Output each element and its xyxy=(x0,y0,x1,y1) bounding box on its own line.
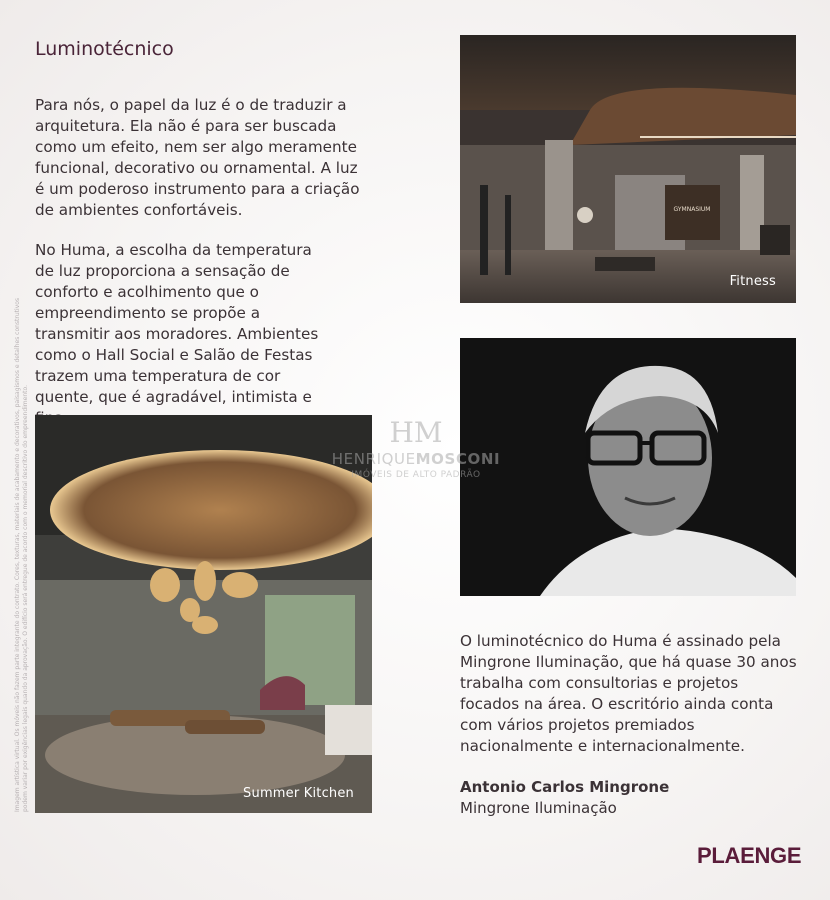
fitness-illustration xyxy=(460,35,796,303)
fitness-caption: Fitness xyxy=(729,274,776,289)
watermark-name: HENRIQUEMOSCONI xyxy=(331,450,501,468)
fitness-photo xyxy=(460,35,796,303)
watermark xyxy=(318,418,514,480)
intro-paragraph: Para nós, o papel da luz é o de traduzir a arquitetura. Ela não é para ser buscada como um efeito, nem ser algo meramente funcional, decorativo ou ornamental. A luz é um poderoso instrumento para a criação de ambientes confortáveis. xyxy=(35,96,360,219)
watermark-logo: HM xyxy=(389,416,443,449)
huma-paragraph: No Huma, a escolha da temperatura de luz proporciona a sensação de conforto e acolhimento que o empreendimento se propõe a transmitir aos moradores. Ambientes como o Hall Social e Salão de Festas trazem uma temperatura de cor quente, que é agradável, intimista e xyxy=(35,241,319,406)
gym-sign: GYMNASIUM xyxy=(673,206,711,213)
author-name: Antonio Carlos Mingrone xyxy=(460,778,670,796)
author-company: Mingrone Iluminação xyxy=(460,799,617,817)
watermark-subtitle: IMÓVEIS DE ALTO PADRÃO xyxy=(351,470,481,480)
image-disclaimer: Imagem artística virtual. Os móveis não fazem parte integrante do contrato. Cores, texturas, materiais de acabamento e decorativos, paisagismos e detalhes construtivos podem variar por exigências legais quando da aprovação. O edifício será entregue de acordo com o memorial descritivo do empreendimento. xyxy=(14,297,29,812)
kitchen-caption: Summer Kitchen xyxy=(243,786,354,801)
page-title: Luminotécnico xyxy=(35,38,174,60)
lighting-designer-text: O luminotécnico do Huma é assinado pela Mingrone Iluminação, que há quase 30 anos trabalha com consultorias e projetos focados na área. O escritório ainda conta com vários projetos premiados nacionalmente e internacionalmente. xyxy=(460,632,797,755)
plaenge-logo: PLAENGE xyxy=(697,843,802,868)
